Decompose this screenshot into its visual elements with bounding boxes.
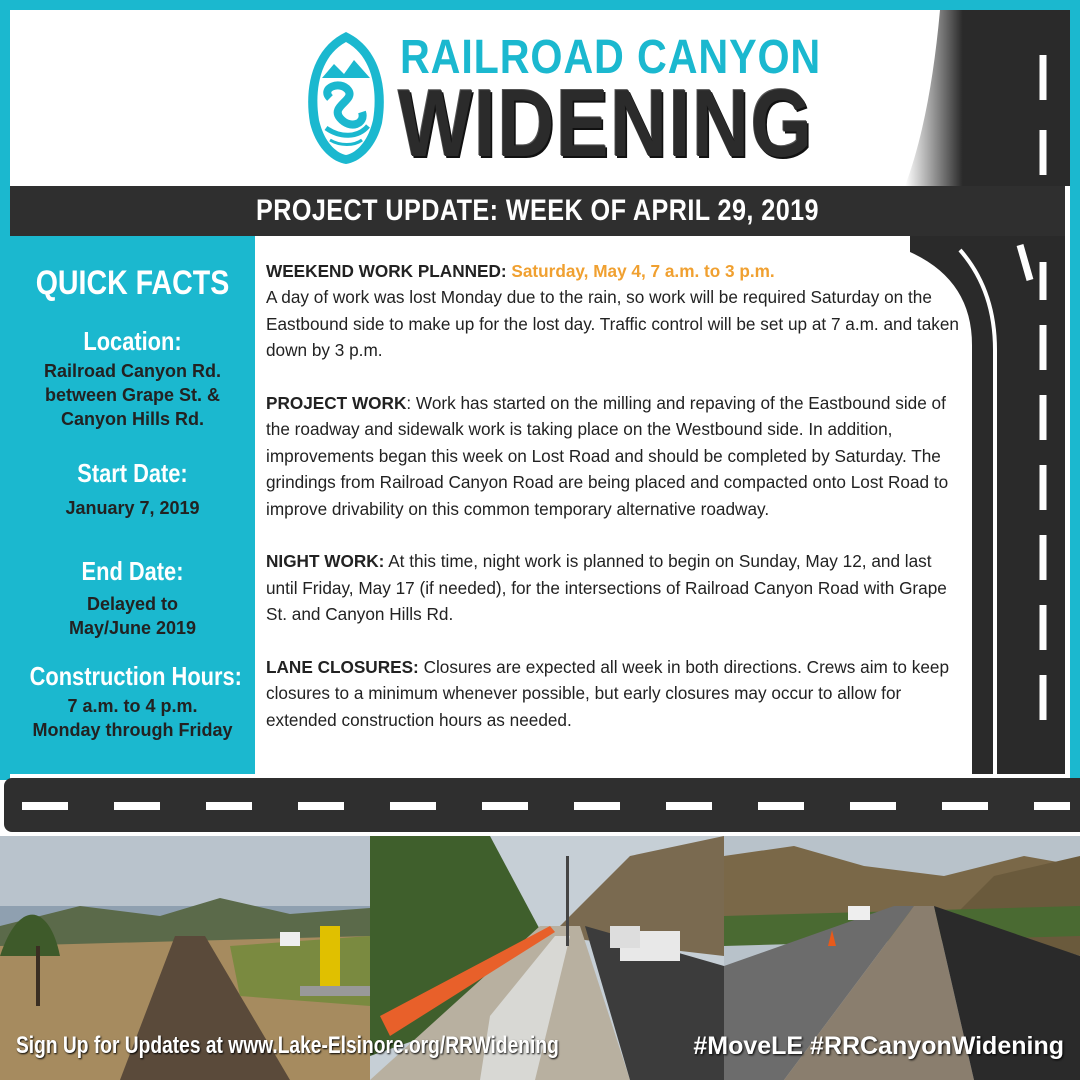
lane-dash [574,802,620,810]
end-date-line-1: Delayed to [86,594,179,614]
weekend-work-date: Saturday, May 4, 7 a.m. to 3 p.m. [506,261,775,281]
lane-closures-body: Closures are expected all week in both directions. Crews aim to keep closures to a minimum whenever possible, but early closures may occur to allow for extended construction hours as needed. [266,657,949,730]
update-body [266,258,966,760]
lane-dash [390,802,436,810]
weekend-work-section [266,258,966,364]
lane-dash [850,802,896,810]
update-banner [10,186,1065,236]
update-banner-text: PROJECT UPDATE: WEEK OF APRIL 29, 2019 [255,194,820,227]
lane-dash [482,802,528,810]
night-work-section [266,548,966,627]
night-work-heading: NIGHT WORK: [266,551,385,572]
lane-dash [298,802,344,810]
lane-dash [22,802,68,810]
quick-facts-panel [10,236,255,774]
start-date-value: January 7, 2019 [65,498,200,518]
end-date-label: End Date: [81,556,184,586]
location-line-1: Railroad Canyon Rd. [43,361,222,381]
night-work-body: At this time, night work is planned to begin on Sunday, May 12, and last until Friday, May 17 (if needed), for the intersections of Railroad Canyon Road with Grape St. and Canyon Hills Rd. [266,551,947,625]
quick-facts-title: QUICK FACTS [35,264,230,302]
lane-dash [758,802,804,810]
project-work-section [266,390,966,522]
start-date-label: Start Date: [77,458,188,488]
title-top: RAILROAD CANYON [400,31,822,84]
project-work-heading: PROJECT WORK [266,393,407,414]
road-strip [4,778,1080,832]
lane-dash [942,802,988,810]
hashtags: #MoveLE #RRCanyonWidening [693,1032,1064,1060]
location-line-3: Canyon Hills Rd. [60,409,204,429]
lane-dash [666,802,712,810]
project-work-body: : Work has started on the milling and repaving of the Eastbound side of the roadway and sidewalk work is taking place on the Westbound side. In addition, improvements began this week on Lost Road and should be completed by Saturday. The grindings from Railroad Canyon Road are being placed and compacted onto Lost Road to improve drivability on this common temporary alternative roadway. [266,393,949,519]
title-main: WIDENING [398,70,814,177]
lane-dash [114,802,160,810]
city-logo-icon [300,28,392,168]
lane-closures-section [266,654,966,733]
lane-closures-heading: LANE CLOSURES: [266,657,419,678]
lane-dash [1034,802,1070,810]
end-date-line-2: May/June 2019 [68,618,197,638]
construction-hours-label: Construction Hours: [29,661,242,691]
hours-line-1: 7 a.m. to 4 p.m. [67,696,198,716]
signup-link[interactable]: Sign Up for Updates at www.Lake-Elsinore.org/RRWidening [16,1032,559,1059]
location-label: Location: [83,326,182,356]
lane-dash [206,802,252,810]
weekend-work-body: A day of work was lost Monday due to the rain, so work will be required Saturday on the Eastbound side to make up for the lost day. Traffic control will be set up at 7 a.m. and taken down by 3 p.m. [266,287,959,361]
hours-line-2: Monday through Friday [32,720,233,740]
weekend-work-heading: WEEKEND WORK PLANNED: [266,261,507,281]
location-line-2: between Grape St. & [44,385,221,405]
